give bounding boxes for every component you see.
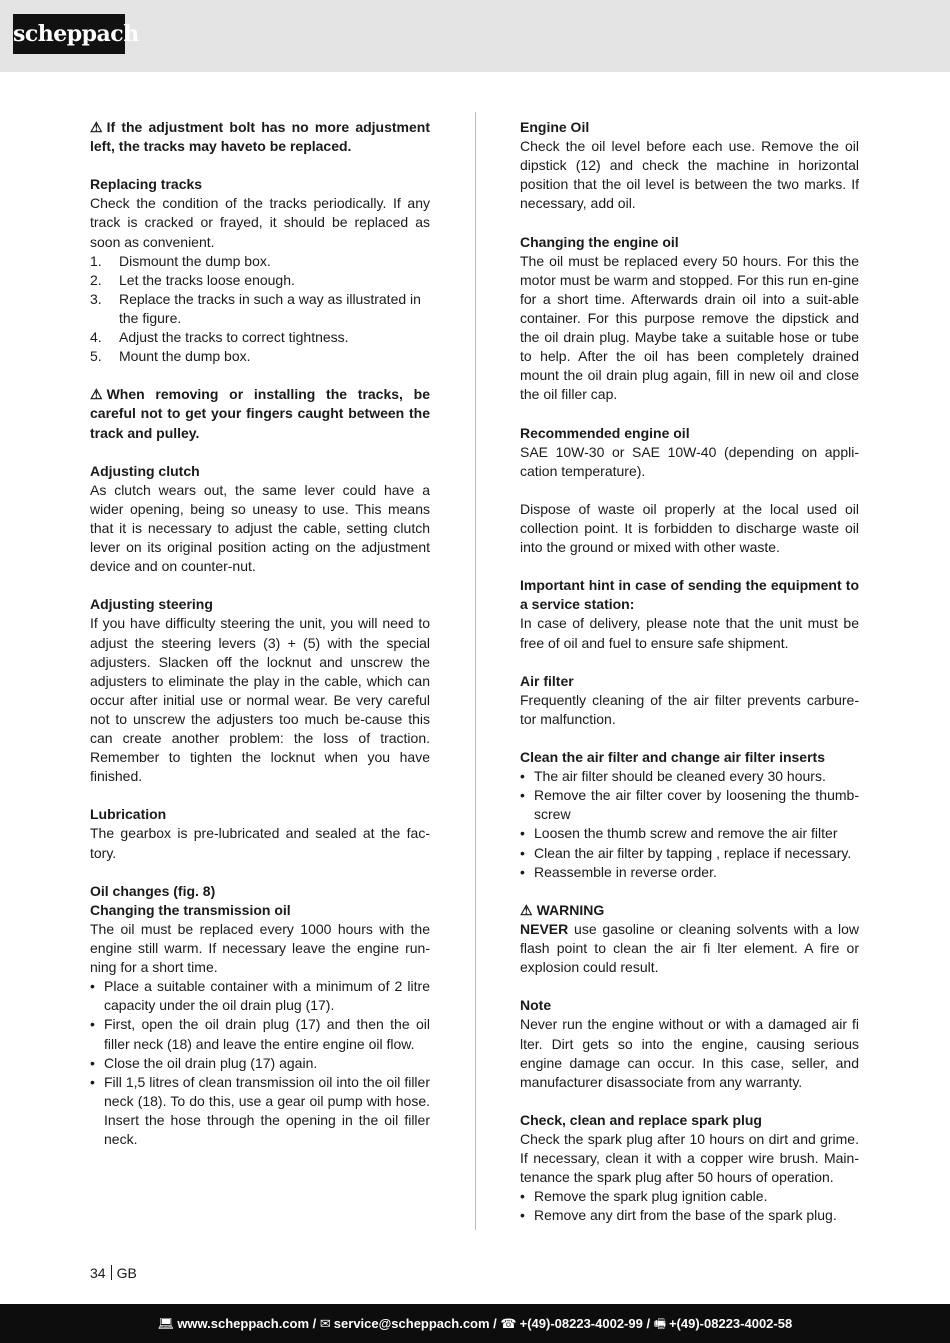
heading-important-hint: Important hint in case of sending the equipment to a service station: (520, 577, 859, 613)
bullets-transmission-oil (90, 977, 430, 1149)
list-item: • Remove the spark plug ignition cable. (520, 1187, 859, 1206)
warning-adjustment-bolt: ⚠ If the adjustment bolt has no more adjustment left, the tracks may haveto be replaced. (90, 119, 430, 155)
list-item: • Remove any dirt from the base of the spark plug. (520, 1206, 859, 1225)
text-adjusting-clutch: As clutch wears out, the same lever could have a wider opening, being so uneasy to use. This means that it is necessary to adjust the cable, setting clutch lever on its original position acting on the adjustment device and on counter-nut. (90, 481, 430, 575)
heading-recommended-engine-oil: Recommended engine oil (520, 424, 690, 441)
text-spark-plug: Check the spark plug after 10 hours on dirt and grime. If necessary, clean it with a copper wire brush. Main-tenance the spark plug after 50 hours of operation. (520, 1130, 859, 1186)
heading-warning: ⚠ WARNING (520, 901, 859, 920)
footer-phone: +(49)-08223-4002-99 / (519, 1316, 651, 1331)
text-adjusting-steering: If you have difficulty steering the unit, you will need to adjust the steering levers (3) + (5) with the special adjusters. Slacken off the locknut and unscrew the adjusters to eliminate the play in the cable, which can occur after initial use or normal wear. Be very careful not to unscrew the adjusters too much be-cause this can create another problem: the loss of traction. Remember to tighten the locknut when you have finished. (90, 615, 430, 785)
text-lubrication: The gearbox is pre-lubricated and sealed at the fac-tory. (90, 825, 430, 861)
right-column (520, 118, 859, 1225)
heading-lubrication: Lubrication (90, 806, 167, 823)
list-item: 2. Let the tracks loose enough. (90, 271, 295, 288)
computer-icon: 💻︎ (157, 1316, 175, 1331)
heading-adjusting-clutch: Adjusting clutch (90, 462, 200, 479)
list-item: • Close the oil drain plug (17) again. (90, 1054, 430, 1073)
heading-changing-engine-oil: Changing the engine oil (520, 233, 679, 250)
list-item: • Reassemble in reverse order. (520, 863, 859, 882)
footer-bar (0, 1304, 950, 1343)
list-item: • Clean the air filter by tapping , replace if necessary. (520, 844, 859, 863)
list-item: 1. Dismount the dump box. (90, 252, 271, 269)
text-engine-oil: Check the oil level before each use. Remove the oil dipstick (12) and check the machine in horizontal position that the oil level is between the two marks. If necessary, add oil. (520, 138, 859, 212)
heading-spark-plug: Check, clean and replace spark plug (520, 1111, 762, 1128)
page-number: 34 GB (90, 1265, 137, 1281)
text-important-hint: In case of delivery, please note that the unit must be free of oil and fuel to ensure safe shipment. (520, 615, 859, 651)
text-warning: NEVER use gasoline or cleaning solvents with a low flash point to clean the air fi lter element. A fire or explosion could result. (520, 920, 859, 976)
left-column (90, 118, 430, 1149)
text-recommended-engine-oil: SAE 10W-30 or SAE 10W-40 (depending on appli-cation temperature). (520, 443, 859, 479)
heading-air-filter: Air filter (520, 672, 574, 689)
footer-email[interactable]: service@scheppach.com / (333, 1316, 497, 1331)
header-bar (0, 0, 950, 72)
heading-oil-changes: Oil changes (fig. 8) (90, 882, 216, 899)
heading-clean-air-filter: Clean the air filter and change air filter inserts (520, 749, 825, 766)
list-item: • Fill 1,5 litres of clean transmission oil into the oil filler neck (18). To do this, use a gear oil pump with hose. Insert the hose through the opening in the oil filler neck. (90, 1073, 430, 1149)
text-changing-transmission-oil: The oil must be replaced every 1000 hours with the engine still warm. If necessary leave the engine run-ning for a short time. (90, 920, 430, 976)
column-divider (475, 112, 476, 1230)
text-replacing-tracks: Check the condition of the tracks periodically. If any track is cracked or frayed, it should be replaced as soon as convenient. (90, 195, 430, 250)
heading-changing-transmission-oil: Changing the transmission oil (90, 901, 291, 918)
phone-icon: ☎ (500, 1316, 517, 1331)
text-note: Never run the engine without or with a damaged air fi lter. Dirt gets so into the engine, causing serious engine damage can occur. In this case, seller, and manufacturer disassociate from any warranty. (520, 1016, 859, 1090)
list-item: • First, open the oil drain plug (17) and then the oil filler neck (18) and leave the entire engine oil flow. (90, 1015, 430, 1053)
list-item: 4. Adjust the tracks to correct tightness. (90, 329, 349, 346)
list-item: • The air filter should be cleaned every 30 hours. (520, 767, 859, 786)
text-air-filter: Frequently cleaning of the air filter prevents carbure-tor malfunction. (520, 691, 859, 727)
steps-replacing-tracks (90, 252, 430, 367)
warning-triangle-icon: ⚠ (90, 386, 103, 403)
warning-triangle-icon: ⚠ (520, 901, 533, 918)
list-item: 3. Replace the tracks in such a way as illustrated in the figure. (90, 290, 421, 326)
text-changing-engine-oil: The oil must be replaced every 50 hours. For this the motor must be warm and stopped. For this run en-gine for a short time. Afterwards drain oil into a suit-able container. For this purpose remove the dipstick and the oil drain plug. Maybe take a suitable hose or tube to help. After the oil has been completely drained mount the oil drain plug again, fill in new oil and close the oil filler cap. (520, 252, 859, 403)
heading-replacing-tracks: Replacing tracks (90, 176, 203, 193)
fax-icon: 🖷︎ (653, 1316, 666, 1331)
bullets-clean-air-filter (520, 767, 859, 882)
scheppach-logo: scheppach (13, 14, 125, 54)
list-item: 5. Mount the dump box. (90, 348, 251, 365)
heading-engine-oil: Engine Oil (520, 119, 590, 135)
list-item: • Place a suitable container with a minimum of 2 litre capacity under the oil drain plug (17). (90, 977, 430, 1015)
page-separator (111, 1265, 112, 1280)
mail-icon: ✉ (319, 1316, 331, 1331)
text-dispose-waste-oil: Dispose of waste oil properly at the local used oil collection point. It is forbidden to discharge waste oil into the ground or mixed with other waste. (520, 500, 859, 556)
footer-fax: +(49)-08223-4002-58 (668, 1316, 793, 1331)
list-item: • Loosen the thumb screw and remove the air filter (520, 824, 859, 843)
warning-tracks-fingers: ⚠ When removing or installing the tracks, be careful not to get your fingers caught between the track and pulley. (90, 386, 430, 441)
list-item: • Remove the air filter cover by loosening the thumb-screw (520, 786, 859, 824)
bullets-spark-plug (520, 1187, 859, 1225)
heading-adjusting-steering: Adjusting steering (90, 596, 213, 613)
footer-website[interactable]: www.scheppach.com / (177, 1316, 317, 1331)
heading-note: Note (520, 997, 552, 1014)
warning-triangle-icon: ⚠ (90, 119, 103, 135)
